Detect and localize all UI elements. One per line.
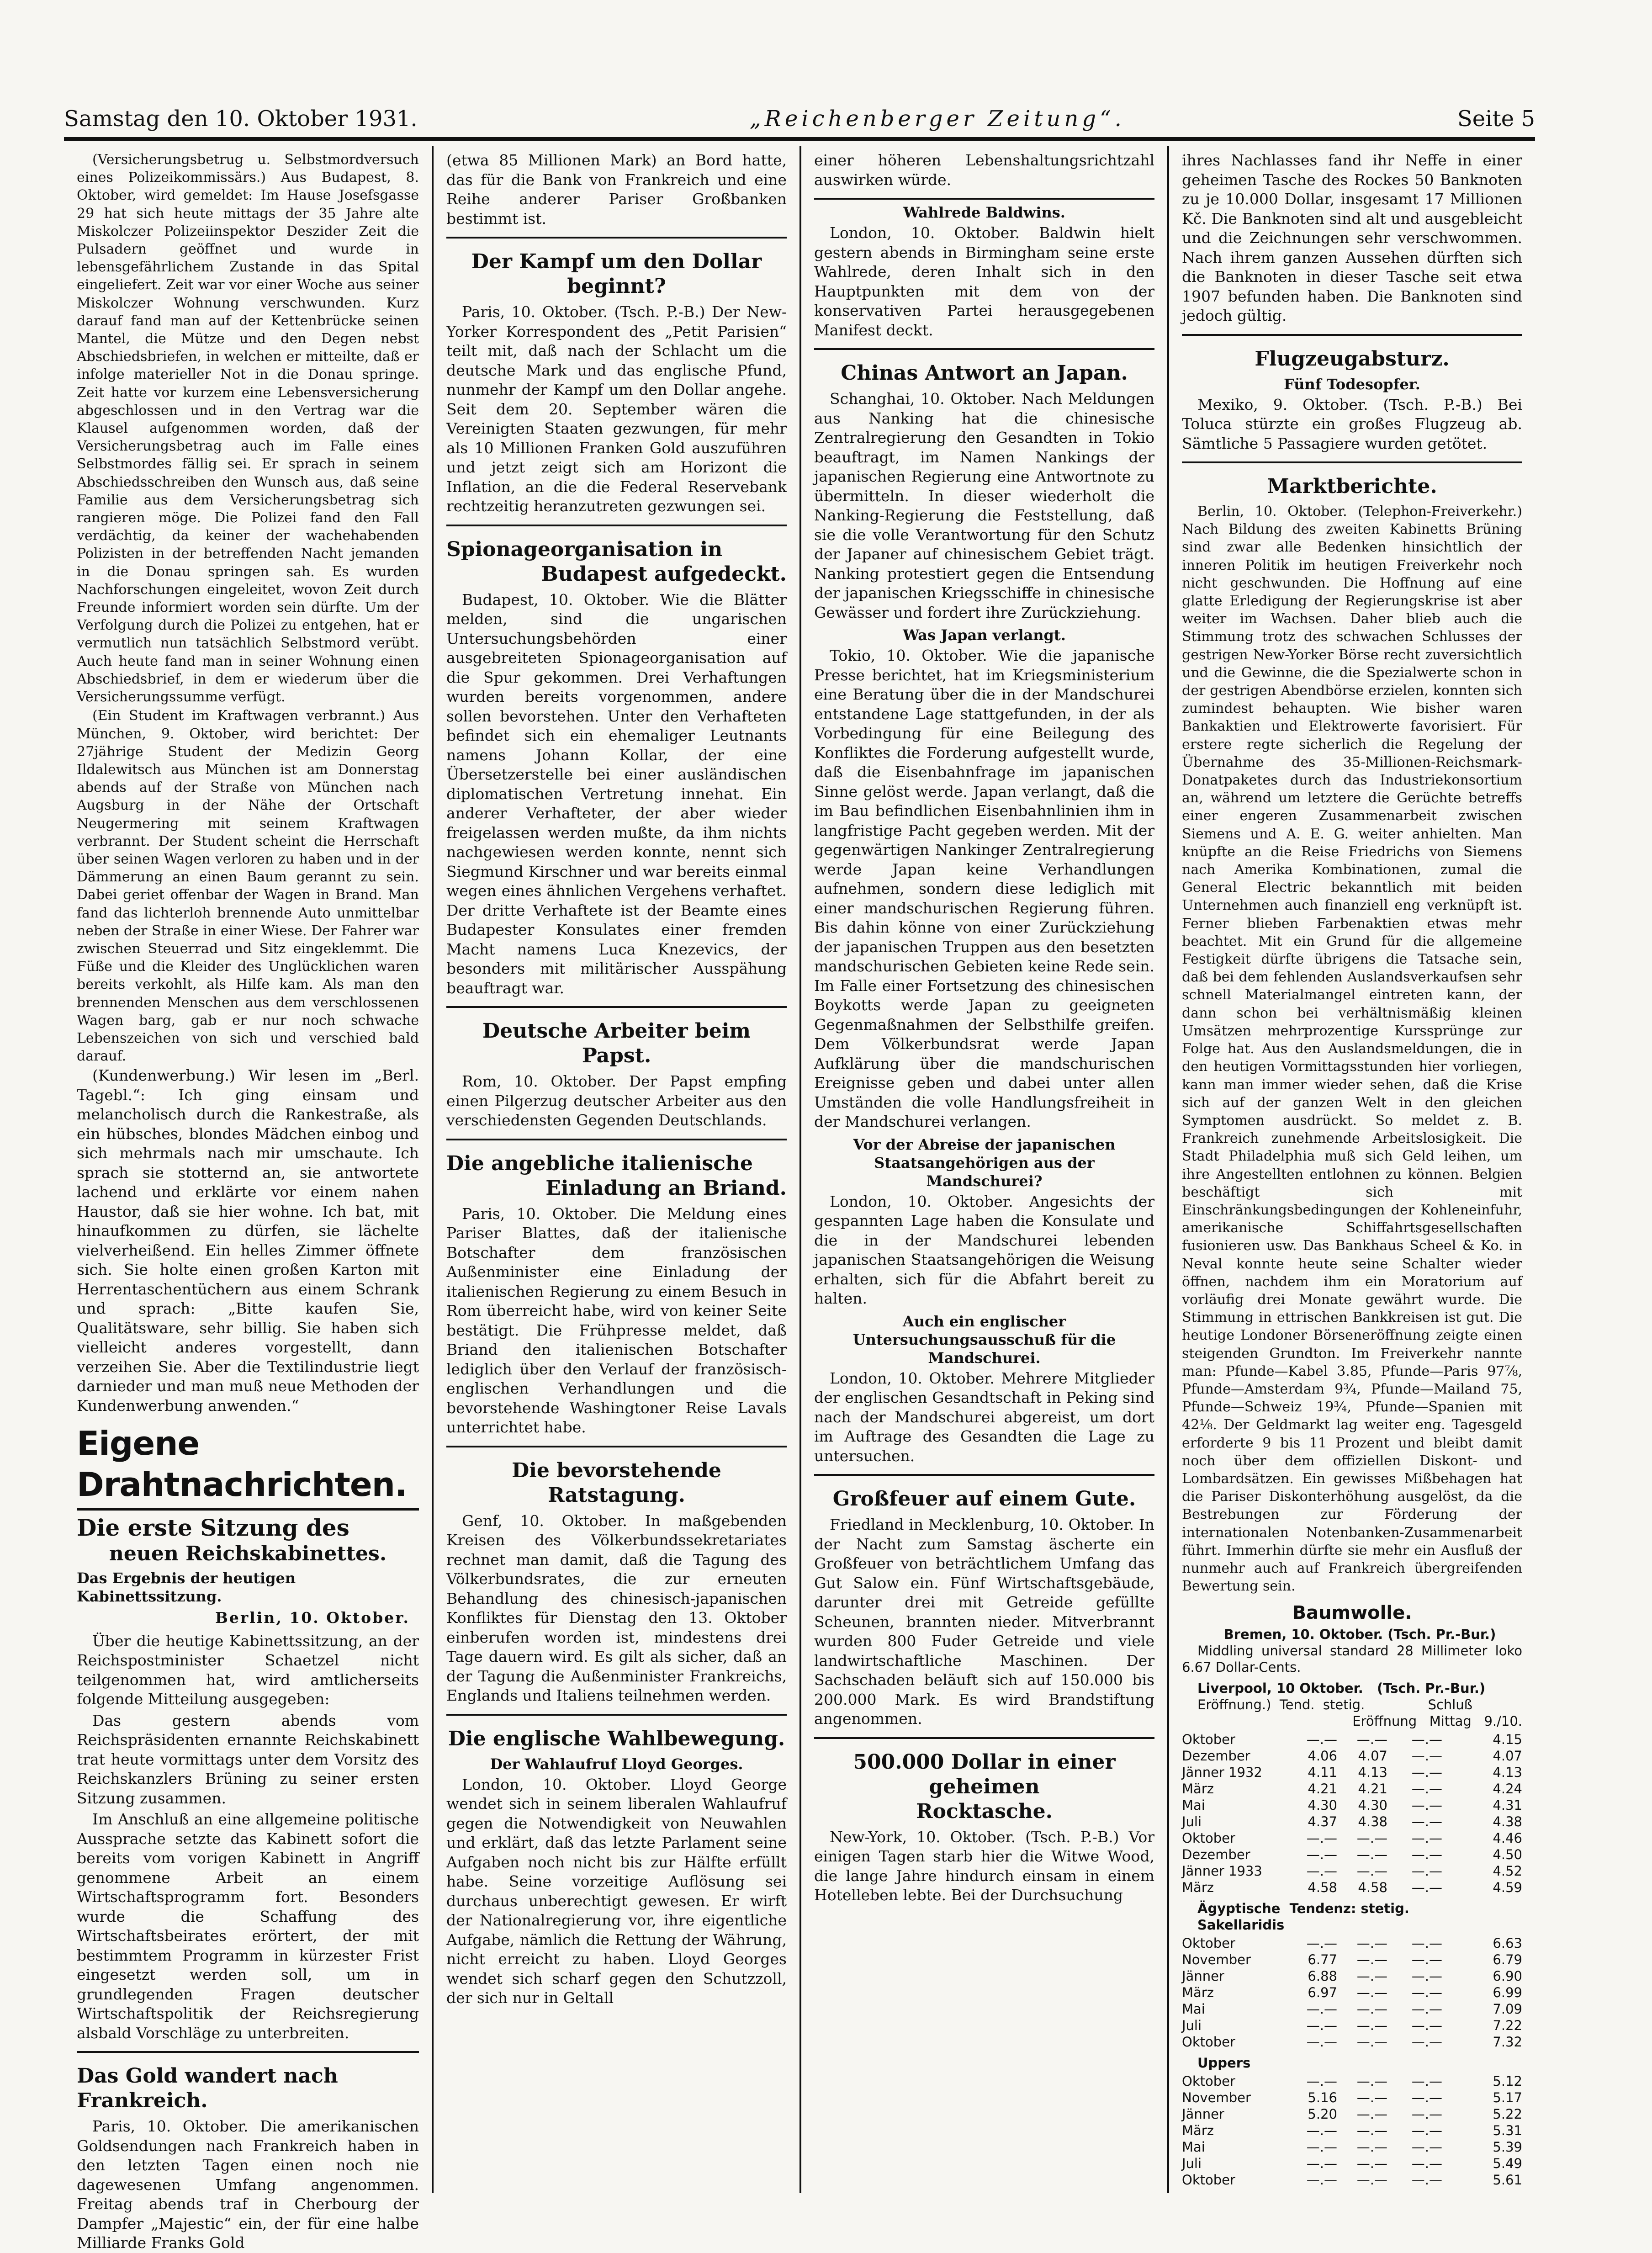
price-cell: —.— xyxy=(1411,2001,1442,2017)
headline-abreise: Vor der Abreise der japanischen Staatsangehörigen aus der Mandschurei? xyxy=(853,1135,1116,1190)
price-cell: 7.22 xyxy=(1493,2018,1522,2034)
headline-briand-1: Die angebliche italienische xyxy=(446,1151,753,1175)
price-cell: —.— xyxy=(1356,2106,1387,2122)
price-cell: —.— xyxy=(1356,1935,1387,1951)
month-cell: Mai xyxy=(1182,2001,1205,2017)
liverpool-row xyxy=(1182,1797,1522,1813)
price-cell: 4.58 xyxy=(1308,1880,1337,1896)
price-cell: —.— xyxy=(1356,2001,1387,2017)
price-cell: 5.20 xyxy=(1308,2106,1337,2122)
price-cell: 5.17 xyxy=(1493,2090,1522,2106)
headline-japan: Was Japan verlangt. xyxy=(903,626,1066,644)
price-cell: —.— xyxy=(1356,2123,1387,2139)
headline-wahlbewegung: Die englische Wahlbewegung. xyxy=(448,1727,785,1750)
headline-papst: Deutsche Arbeiter beim Papst. xyxy=(482,1019,751,1067)
price-cell: 4.21 xyxy=(1308,1781,1337,1797)
issue-date: Samstag den 10. Oktober 1931. xyxy=(64,106,418,132)
price-cell: —.— xyxy=(1411,1732,1442,1748)
liverpool-row xyxy=(1182,1764,1522,1781)
price-cell: —.— xyxy=(1306,2001,1337,2017)
headline-rocktasche-1: 500.000 Dollar in einer geheimen xyxy=(853,1750,1116,1798)
article-japan: Tokio, 10. Oktober. Wie die japanische Presse berichtet, hat im Kriegsministerium eine Beratung über die in der Mandschurei entstandene Lage stattgefunden, in der als Vorbedingung für eine Beilegung des Konfliktes die Forderung aufgestellt wurde, daß die Eisenbahnfrage im japanischen Sinne gelöst werde. Japan verlangt, daß die im Bau befindlichen Eisenbahnlinien ihm in langfristige Pacht gegeben werden. Mit der gegenwärtigen Nankinger Zentralregierung werde Japan keine Verhandlungen aufnehmen, sondern diese lediglich mit einer mandschurischen Regierung führen. Bis dahin könne von einer Zurückziehung der japanischen Truppen aus den besetzten mandschurischen Gebieten keine Rede sein. Im Falle einer Fortsetzung des chinesischen Boykotts werde Japan zu geeigneten Gegenmaßnahmen der Selbsthilfe greifen. Dem Völkerbundsrat werde Japan Aufklärung über die mandschurischen Ereignisse geben und dabei unter allen Umständen die volle Handlungsfreiheit in der Mandschurei verlangen. xyxy=(814,647,1154,1130)
divider xyxy=(446,1714,787,1716)
price-cell: —.— xyxy=(1356,1847,1387,1863)
price-cell: —.— xyxy=(1306,2172,1337,2188)
article-rocktasche: New-York, 10. Oktober. (Tsch. P.-B.) Vor einigen Tagen starb hier die Witwe Wood, die lange Jahre hindurch einsam in einem Hotelleben lebte. Bei der Durchsuchung xyxy=(814,1828,1154,1904)
column-3 xyxy=(800,146,1167,2193)
price-cell: —.— xyxy=(1306,2034,1337,2050)
liverpool-row xyxy=(1182,1863,1522,1879)
egypt-table-header: Ägyptische Tendenz: stetig. Sakellaridis xyxy=(1197,1901,1409,1933)
column-2 xyxy=(432,146,800,2193)
price-cell: —.— xyxy=(1411,2139,1442,2155)
price-cell: —.— xyxy=(1356,1952,1387,1968)
month-cell: Oktober xyxy=(1182,2034,1235,2050)
price-cell: —.— xyxy=(1411,2034,1442,2050)
divider xyxy=(77,2051,419,2053)
local-news xyxy=(77,151,419,1065)
price-cell: 4.11 xyxy=(1308,1765,1337,1781)
page-header xyxy=(64,101,1535,141)
price-cell: 7.09 xyxy=(1493,2001,1522,2017)
price-cell: 4.15 xyxy=(1493,1732,1522,1748)
headline-ratstagung: Die bevorstehende Ratstagung. xyxy=(512,1458,721,1507)
divider xyxy=(1182,461,1522,463)
month-cell: November xyxy=(1182,1952,1251,1968)
article-versicherungsbetrug: (Versicherungsbetrug u. Selbstmordversuch eines Polizeikommissärs.) Aus Budapest, 8. Oktober, wird gemeldet: Im Hause Josefsgasse 29 hat sich heute mittags der 35 Jahre alte Miskolczer Polizeiinspektor Deszider Zeit die Pulsadern geöffnet und wurde in lebensgefährlichem Zustande in das Spital eingeliefert. Zeit war vor einer Woche aus seiner Miskolczer Wohnung verschwunden. Kurz darauf fand man auf der Kettenbrücke seinen Mantel, die Mütze und den Degen nebst Abschiedsbriefen, in welchen er mitteilte, daß er infolge materieller Not in die Donau springe. Zeit hatte vor kurzem eine Lebensversicherung abgeschlossen und in den Vertrag war die Klausel aufgenommen worden, daß der Versicherungsbetrag auch im Falle eines Selbstmordes fällig sei. Er sprach in seinem Abschiedsschreiben den Wunsch aus, daß seine Familie aus dem Versicherungsbetrag sich rangieren möge. Die Polizei fand den Fall verdächtig, da keiner der wachehabenden Polizisten in der betreffenden Nacht jemanden in die Donau springen sah. Es wurden Nachforschungen eingeleitet, wovon Zeit durch Freunde informiert worden sein dürfte. Um der Verfolgung durch die Polizei zu entgehen, hat er vermutlich nun tatsächlich Selbstmord verübt. Auch heute fand man in seiner Wohnung einen Abschiedsbrief, in dem er wiederum über die Versicherungssumme verfügt. xyxy=(77,152,419,705)
price-cell: —.— xyxy=(1356,2090,1387,2106)
price-cell: 6.77 xyxy=(1308,1952,1337,1968)
liverpool-row xyxy=(1182,1879,1522,1896)
liverpool-row xyxy=(1182,1731,1522,1748)
month-cell: Dezember xyxy=(1182,1748,1250,1764)
liverpool-row xyxy=(1182,1748,1522,1764)
article-baldwin: London, 10. Oktober. Baldwin hielt gestern abends in Birmingham seine erste Wahlrede, deren Inhalt sich in den Hauptpunkten mit dem von der konservativen Partei herausgegebenen Manifest deckt. xyxy=(814,224,1154,339)
month-cell: Juli xyxy=(1182,2018,1202,2034)
month-cell: Jänner xyxy=(1182,2106,1224,2122)
page-number: Seite 5 xyxy=(1457,106,1535,132)
month-cell: Oktober xyxy=(1182,1732,1235,1748)
price-cell: —.— xyxy=(1356,2018,1387,2034)
price-cell: 4.58 xyxy=(1358,1880,1387,1896)
egypt-row xyxy=(1182,1935,1522,1951)
divider xyxy=(446,1446,787,1447)
divider xyxy=(446,237,787,239)
price-cell: —.— xyxy=(1411,2106,1442,2122)
headline-sitzung-2: neuen Reichskabinettes. xyxy=(109,1542,387,1566)
section-title-drahtnachrichten: Eigene Drahtnachrichten. xyxy=(77,1423,419,1511)
month-cell: Jänner 1932 xyxy=(1182,1765,1262,1781)
article-briand: Paris, 10. Oktober. Die Meldung eines Pariser Blattes, daß der italienische Botschafter dem französischen Außenminister eine Einladung der italienischen Regierung zu einem Besuch in Rom überreicht habe, wird von keiner Seite bestätigt. Die Frühpresse meldet, daß Briand den italienischen Botschafter lediglich über den Verlauf der französisch-englischen Verhandlungen und die bevorstehende Washingtoner Reise Lavals unterrichtet habe. xyxy=(446,1204,787,1436)
price-cell: 4.06 xyxy=(1308,1748,1337,1764)
price-cell: 4.59 xyxy=(1493,1880,1522,1896)
egypt-row xyxy=(1182,2001,1522,2017)
month-cell: Oktober xyxy=(1182,1935,1235,1951)
price-cell: —.— xyxy=(1356,1968,1387,1984)
article-gold-cont: (etwa 85 Millionen Mark) an Bord hatte, das für die Bank von Frankreich und eine Reihe anderer Pariser Großbanken bestimmt ist. xyxy=(446,151,787,228)
market-report xyxy=(1182,503,1522,1595)
price-cell: —.— xyxy=(1411,1797,1442,1813)
divider xyxy=(814,348,1154,350)
month-cell: Mai xyxy=(1182,1797,1205,1813)
price-cell: —.— xyxy=(1411,2073,1442,2089)
liverpool-table-header: Liverpool, 10 Oktober. (Tsch. Pr.-Bur.) Eröffnung.) Tend. stetig. Schluß Eröffnung Mittag 9./10. xyxy=(1197,1680,1522,1729)
article-sitzung-p1: Über die heutige Kabinettssitzung, an der Reichspostminister Schaetzel nicht teilgenommen hat, wird amtlicherseits folgende Mitteilung ausgegeben: xyxy=(77,1632,419,1708)
upper-row xyxy=(1182,2172,1522,2188)
price-cell: —.— xyxy=(1356,2073,1387,2089)
month-cell: Oktober xyxy=(1182,2172,1235,2188)
article-marktbericht: Berlin, 10. Oktober. (Telephon-Freiverkehr.) Nach Bildung des zweiten Kabinetts Brüning sind zwar alle Bedenken hinsichtlich der inneren Politik im heutigen Freiverkehr noch nicht geschwunden. Die Hoffnung auf eine glatte Erledigung der Regierungskrise ist aber weiter im Wachsen. Daher blieb auch die Stimmung trotz des schwachen Schlusses der gestrigen New-Yorker Börse recht zuversichtlich und die Gewinne, die die Spezialwerte schon in der gestrigen Abendbörse erzielen, konnten sich zumindest behaupten. Wie bisher waren Bankaktien und Elektrowerte favorisiert. Für erstere regte sicherlich die Regelung der Übernahme des 35-Millionen-Reichsmark-Donatpaketes durch das Industriekonsortium an, während um letztere die Gerüchte betreffs einer engeren Zusammenarbeit zwischen Siemens und A. E. G. weiter anhielten. Man knüpfte an die Reise Friedrichs von Siemens nach Amerika Kombinationen, zumal die General Electric bekanntlich mit beiden Unternehmen auch finanziell eng verknüpft ist. Ferner blieben Farbenaktien etwas mehr beachtet. Mit ein Grund für die allgemeine Festigkeit dürfte übrigens die Tatsache sein, daß bei dem fehlenden Auslandsverkaufsen sehr schnell Materialmangel eintreten kann, der dann schon bei verhältnismäßig kleinen Umsätzen mehrprozentige Kurssprünge zur Folge hat. Aus den Auslandsmeldungen, die in den heutigen Vormittagsstunden hier vorliegen, kann man immer wieder sehen, daß die Krise sich auf der ganzen Welt in den gleichen Symptomen ausdrückt. So meldet z. B. Frankreich zunehmende Arbeitslosigkeit. Die Stadt Philadelphia muß sich Geld leihen, um ihre Angestellten entlohnen zu können. Belgien beschäftigt sich mit Einschränkungsbedingungen der Kohleneinfuhr, amerikanische Schiffahrtsgesellschaften fusionieren usw. Das Bankhaus Scheel & Ko. in Neval konnte heute seine Schalter wieder öffnen, nachdem ihm ein Moratorium auf vorläufig drei Monate gewährt wurde. Die Stimmung in ettrischen Bankkreisen ist gut. Die heutige Londoner Börseneröffnung zeigte einen steigenden Grundton. Im Freiverkehr nannte man: Pfunde—Kabel 3.85, Pfunde—Paris 97⅞, Pfunde—Amsterdam 9¾, Pfunde—Mailand 75, Pfunde—Schweiz 19¾, Pfunde—Spanien mit 42⅛. Der Geldmarkt lag weiter eng. Tagesgeld erforderte 9 bis 11 Prozent und bleibt damit noch über dem offiziellen Diskont- und Lombardsätzen. Ein gewisses Mißbehagen hat die Pariser Diskonterhöhung ausgelöst, da die Bestrebungen zur Förderung der internationalen Notenbanken-Zusammenarbeit führt. Immerhin dürfte sie mehr ein Ausfluß der nunmehr auch auf Frankreich übergreifenden Bewertung sein. xyxy=(1182,504,1522,1595)
price-cell: —.— xyxy=(1306,2123,1337,2139)
price-cell: —.— xyxy=(1306,2156,1337,2172)
month-cell: Oktober xyxy=(1182,2073,1235,2089)
price-cell: —.— xyxy=(1306,2018,1337,2034)
price-cell: 5.31 xyxy=(1493,2123,1522,2139)
liverpool-table xyxy=(1182,1731,1522,1896)
price-cell: —.— xyxy=(1306,1935,1337,1951)
column-4 xyxy=(1167,146,1535,2193)
headline-marktberichte: Marktberichte. xyxy=(1267,475,1437,498)
article-untersuchung: London, 10. Oktober. Mehrere Mitglieder der englischen Gesandtschaft in Peking sind nach der Mandschurei abgereist, um dort im Auftrage des Gesandten die Lage zu untersuchen. xyxy=(814,1369,1154,1465)
article-kundenwerbung: (Kundenwerbung.) Wir lesen im „Berl. Tagebl.“: Ich ging einsam und melancholisch durch die Rankestraße, als ein hübsches, blondes Mädchen einbog und sich mehrmals nach mir umschaute. Ich sprach sie stotternd an, sie antwortete lachend und erklärte vor einem nahen Haustor, daß sie hier wohne. Ich bat, mit hinaufkommen zu dürfen, sie lächelte vielverheißend. Ein helles Zimmer öffnete sich. Sie holte einen großen Karton mit Herrentaschentüchern aus einem Schrank und sprach: „Bitte kaufen Sie, Qualitätsware, sehr billig. Sie haben sich vielleicht anderes vorgestellt, dann verzeihen Sie. Aber die Textilindustrie liegt darnieder und man muß neue Methoden der Kundenwerbung anwenden.“ xyxy=(77,1066,419,1415)
price-cell: —.— xyxy=(1356,2156,1387,2172)
price-cell: —.— xyxy=(1411,1781,1442,1797)
egypt-row xyxy=(1182,1984,1522,2001)
price-cell: 6.90 xyxy=(1493,1968,1522,1984)
price-cell: 4.13 xyxy=(1358,1765,1387,1781)
price-cell: —.— xyxy=(1411,1935,1442,1951)
upper-row xyxy=(1182,2089,1522,2106)
headline-grossfeuer: Großfeuer auf einem Gute. xyxy=(832,1487,1136,1511)
price-cell: —.— xyxy=(1306,1830,1337,1846)
month-cell: März xyxy=(1182,2123,1214,2139)
month-cell: März xyxy=(1182,1781,1214,1797)
article-abreise: London, 10. Oktober. Angesichts der gespannten Lage haben die Konsulate und die in der Mandschurei lebenden japanischen Staatsangehörigen die Weisung erhalten, sich für die Abfahrt bereit zu halten. xyxy=(814,1192,1154,1307)
price-cell: 4.38 xyxy=(1493,1814,1522,1830)
price-cell: —.— xyxy=(1411,2018,1442,2034)
divider xyxy=(814,1737,1154,1739)
price-cell: —.— xyxy=(1411,1748,1442,1764)
month-cell: Mai xyxy=(1182,2139,1205,2155)
price-cell: 7.32 xyxy=(1493,2034,1522,2050)
price-cell: 6.99 xyxy=(1493,1985,1522,2001)
dateline-berlin: Berlin, 10. Oktober. xyxy=(215,1609,410,1627)
price-cell: 6.63 xyxy=(1493,1935,1522,1951)
price-cell: —.— xyxy=(1306,2073,1337,2089)
headline-rocktasche-2: Rocktasche. xyxy=(916,1799,1053,1823)
bremen-middling: Middling universal standard 28 Millimeter loko 6.67 Dollar-Cents. xyxy=(1182,1643,1522,1675)
article-sitzung-p3: Im Anschluß an eine allgemeine politische Aussprache setzte das Kabinett sofort die bereits vom vorigen Kabinett in Angriff genommene Arbeit an einem Wirtschaftsprogramm fort. Besonders wurde die Schaffung des Wirtschaftsbeirates erörtert, der mit bestimmtem Programm in kürzester Frist eingesetzt werden soll, um in grundlegenden Fragen deutscher Wirtschaftspolitik der Reichsregierung alsbald Vorschläge zu unterbreiten. xyxy=(77,1810,419,2042)
headline-untersuchung: Auch ein englischer Untersuchungsausschuß für die Mandschurei. xyxy=(852,1312,1116,1367)
month-cell: März xyxy=(1182,1985,1214,2001)
upper-table xyxy=(1182,2073,1522,2188)
price-cell: —.— xyxy=(1411,1863,1442,1879)
price-cell: 5.39 xyxy=(1493,2139,1522,2155)
egypt-row xyxy=(1182,1951,1522,1968)
cotton-report xyxy=(1182,1601,1522,2188)
subheadline-wahlaufruf: Der Wahlaufruf Lloyd Georges. xyxy=(490,1755,743,1773)
price-cell: —.— xyxy=(1356,2172,1387,2188)
price-cell: —.— xyxy=(1356,1985,1387,2001)
egypt-table xyxy=(1182,1935,1522,2050)
price-cell: —.— xyxy=(1356,2034,1387,2050)
upper-row xyxy=(1182,2139,1522,2155)
price-cell: —.— xyxy=(1306,2139,1337,2155)
article-grossfeuer: Friedland in Mecklenburg, 10. Oktober. In der Nacht zum Samstag äscherte ein Großfeuer von beträchtlichem Umfang das Gut Salow ein. Fünf Wirtschaftsgebäude, darunter drei mit Getreide gefüllte Scheunen, brannten nieder. Mitverbrannt wurden 800 Fuder Getreide und viele landwirtschaftliche Maschinen. Der Sachschaden beläuft sich auf 150.000 bis 200.000 Mark. Es wird Brandstiftung angenommen. xyxy=(814,1516,1154,1728)
headline-sitzung-1: Die erste Sitzung des xyxy=(77,1514,349,1542)
price-cell: 4.24 xyxy=(1493,1781,1522,1797)
egypt-row xyxy=(1182,2034,1522,2050)
liverpool-row xyxy=(1182,1830,1522,1846)
article-student-verbrannt: (Ein Student im Kraftwagen verbrannt.) Aus München, 9. Oktober, wird berichtet: Der 27jährige Student der Medizin Georg Ildalewitsch aus München ist am Donnerstag abends auf der Straße von München nach Augsburg in der Nähe der Ortschaft Neugermering mit seinem Kraftwagen verbrannt. Der Student scheint die Herrschaft über seinen Wagen verloren zu haben und in der Dämmerung an einen Baum gerannt zu sein. Dabei geriet offenbar der Wagen in Brand. Man fand das lichterloh brennende Auto unmittelbar neben der Straße in einer Wiese. Der Fahrer war zwischen Steuerrad und Sitz eingeklemmt. Die Füße und die Kleider des Unglücklichen waren bereits verkohlt, als Hilfe kam. Als man den brennenden Menschen aus dem verschlossenen Wagen barg, gab er nur noch schwache Lebenszeichen von sich und verschied bald darauf. xyxy=(77,708,419,1065)
article-wahlaufruf-cont: einer höheren Lebenshaltungsrichtzahl auswirken würde. xyxy=(814,151,1154,189)
divider xyxy=(446,1139,787,1140)
price-cell: 4.50 xyxy=(1493,1847,1522,1863)
article-china: Schanghai, 10. Oktober. Nach Meldungen aus Nanking hat die chinesische Zentralregierung den Gesandten in Tokio beauftragt, im Namen Nankings der japanischen Regierung eine Antwortnote zu übermitteln. In dieser wiederholt die Nanking-Regierung die Feststellung, daß sie die volle Verantwortung für den Schutz der Japaner auf chinesischem Gebiet trägt. Nanking protestiert gegen die Entsendung der japanischen Kriegsschiffe in chinesische Gewässer und fordert ihre Zurückziehung. xyxy=(814,390,1154,621)
price-cell: 4.31 xyxy=(1493,1797,1522,1813)
article-spionage: Budapest, 10. Oktober. Wie die Blätter melden, sind die ungarischen Untersuchungsbehörden einer ausgebreiteten Spionageorganisation auf die Spur gekommen. Drei Verhaftungen wurden bereits vorgenommen, andere sollen bevorstehen. Unter den Verhafteten befindet sich ein ehemaliger Leutnants namens Johann Kollar, der eine Übersetzerstelle bei einer ausländischen diplomatischen Vertretung innehat. Ein anderer Verhafteter, der aber wieder freigelassen werden mußte, da ihm nichts nachgewiesen werden konnte, nennt sich Siegmund Kirschner und war bereits einmal wegen eines ähnlichen Vergehens verhaftet. Der dritte Verhaftete ist der Beamte eines Budapester Konsulates einer fremden Macht namens Luca Knezevics, der besonders mit militärischer Ausspähung beauftragt war. xyxy=(446,590,787,997)
headline-dollar-kampf: Der Kampf um den Dollar beginnt? xyxy=(471,250,762,298)
article-wahlaufruf: London, 10. Oktober. Lloyd George wendet sich in seinem liberalen Wahlaufruf gegen die Notwendigkeit von Neuwahlen und erklärt, daß das letzte Parlament seine Aufgaben noch nicht bis zur Hälfte erfüllt habe. Seine vorzeitige Auflösung sei durchaus unberechtigt gewesen. Er wirft der Nationalregierung vor, ihre eigentliche Aufgabe, nämlich die Rettung der Währung, nicht erreicht zu haben. Lloyd Georges wendet sich scharf gegen den Schutzzoll, der sich nur in Geltall xyxy=(446,1775,787,2007)
price-cell: —.— xyxy=(1411,1830,1442,1846)
headline-flugzeugabsturz: Flugzeugabsturz. xyxy=(1255,347,1450,371)
price-cell: 4.46 xyxy=(1493,1830,1522,1846)
price-cell: —.— xyxy=(1411,1880,1442,1896)
divider xyxy=(446,1006,787,1008)
price-cell: 4.38 xyxy=(1358,1814,1387,1830)
upper-table-header: Uppers xyxy=(1197,2055,1251,2071)
upper-row xyxy=(1182,2106,1522,2122)
month-cell: November xyxy=(1182,2090,1251,2106)
price-cell: 6.88 xyxy=(1308,1968,1337,1984)
egypt-row xyxy=(1182,2017,1522,2034)
article-papst: Rom, 10. Oktober. Der Papst empfing einen Pilgerzug deutscher Arbeiter aus den verschiedensten Gegenden Deutschlands. xyxy=(446,1072,787,1129)
price-cell: —.— xyxy=(1411,2172,1442,2188)
price-cell: 4.13 xyxy=(1493,1765,1522,1781)
price-cell: —.— xyxy=(1306,1847,1337,1863)
egypt-row xyxy=(1182,1968,1522,1984)
month-cell: Oktober xyxy=(1182,1830,1235,1846)
upper-row xyxy=(1182,2155,1522,2172)
headline-gold: Das Gold wandert nach Frankreich. xyxy=(77,2064,338,2113)
article-dollar-kampf: Paris, 10. Oktober. (Tsch. P.-B.) Der New-Yorker Korrespondent des „Petit Parisien“ teilt mit, daß nach der Schlacht um die deutsche Mark und das englische Pfund, nunmehr der Kampf um den Dollar angehe. Seit dem 20. September wären die Vereinigten Staaten gezwungen, für mehr als 10 Millionen Franken Gold auszuführen und jetzt zeigt sich am Horizont die Inflation, an die die Federal Reservebank rechtzeitig heranzutreten gezwungen sei. xyxy=(446,303,787,515)
column-1 xyxy=(64,146,432,2252)
upper-row xyxy=(1182,2073,1522,2089)
month-cell: Juli xyxy=(1182,2156,1202,2172)
price-cell: —.— xyxy=(1411,1765,1442,1781)
price-cell: 5.22 xyxy=(1493,2106,1522,2122)
columns xyxy=(64,146,1535,2252)
price-cell: —.— xyxy=(1411,1952,1442,1968)
subheadline-sitzung: Das Ergebnis der heutigen Kabinettssitzung. xyxy=(77,1569,296,1606)
liverpool-row xyxy=(1182,1846,1522,1863)
divider xyxy=(446,525,787,526)
price-cell: 4.52 xyxy=(1493,1863,1522,1879)
headline-spionage-1: Spionageorganisation in xyxy=(446,537,723,561)
price-cell: 5.12 xyxy=(1493,2073,1522,2089)
upper-row xyxy=(1182,2122,1522,2139)
month-cell: Jänner xyxy=(1182,1968,1224,1984)
price-cell: —.— xyxy=(1356,1830,1387,1846)
price-cell: 6.79 xyxy=(1493,1952,1522,1968)
headline-baumwolle: Baumwolle. xyxy=(1292,1602,1412,1624)
price-cell: —.— xyxy=(1411,2123,1442,2139)
price-cell: 4.07 xyxy=(1358,1748,1387,1764)
headline-baldwin: Wahlrede Baldwins. xyxy=(903,204,1065,221)
price-cell: 5.49 xyxy=(1493,2156,1522,2172)
bremen-dateline: Bremen, 10. Oktober. (Tsch. Pr.-Bur.) xyxy=(1223,1627,1496,1643)
price-cell: —.— xyxy=(1411,1968,1442,1984)
price-cell: 4.30 xyxy=(1308,1797,1337,1813)
price-cell: 4.30 xyxy=(1358,1797,1387,1813)
price-cell: —.— xyxy=(1411,2090,1442,2106)
headline-briand-2: Einladung an Briand. xyxy=(545,1176,787,1200)
price-cell: 4.07 xyxy=(1493,1748,1522,1764)
price-cell: —.— xyxy=(1356,1863,1387,1879)
article-flugzeugabsturz: Mexiko, 9. Oktober. (Tsch. P.-B.) Bei Toluca stürzte ein großes Flugzeug ab. Sämtliche 5 Passagiere wurden getötet. xyxy=(1182,395,1522,452)
price-cell: —.— xyxy=(1411,2156,1442,2172)
price-cell: —.— xyxy=(1306,1863,1337,1879)
liverpool-row xyxy=(1182,1813,1522,1830)
price-cell: —.— xyxy=(1411,1847,1442,1863)
divider xyxy=(1182,334,1522,336)
month-cell: Juli xyxy=(1182,1814,1202,1830)
article-rocktasche-cont: ihres Nachlasses fand ihr Neffe in einer geheimen Tasche des Rockes 50 Banknoten zu je 10.000 Dollar, insgesamt 17 Millionen Kč. Die Banknoten sind alt und ausgebleicht und die Zeichnungen sehr verschwommen. Nach ihrem ganzen Aussehen dürften sich die Banknoten in dieser Tasche seit etwa 1907 befunden haben. Die Banknoten sind jedoch gültig. xyxy=(1182,151,1522,324)
subheadline-todesopfer: Fünf Todesopfer. xyxy=(1284,375,1420,393)
month-cell: Jänner 1933 xyxy=(1182,1863,1262,1879)
price-cell: 5.61 xyxy=(1493,2172,1522,2188)
headline-china: Chinas Antwort an Japan. xyxy=(841,361,1128,385)
price-cell: —.— xyxy=(1356,1732,1387,1748)
article-ratstagung: Genf, 10. Oktober. In maßgebenden Kreisen des Völkerbundssekretariates rechnet man damit, daß die Tagung des Völkerbundsrates, die zur erneuten Behandlung des chinesisch-japanischen Konfliktes für Dienstag den 13. Oktober einberufen worden ist, mindestens drei Tage dauern wird. Es gilt als sicher, daß an der Tagung die Außenminister Frankreichs, Englands und Italiens teilnehmen werden. xyxy=(446,1511,787,1704)
liverpool-row xyxy=(1182,1781,1522,1797)
month-cell: März xyxy=(1182,1880,1214,1896)
article-sitzung-p2: Das gestern abends vom Reichspräsidenten ernannte Reichskabinett trat heute vormittags unter dem Vorsitz des Reichskanzlers Brüning zu seiner ersten Sitzung zusammen. xyxy=(77,1711,419,1807)
price-cell: —.— xyxy=(1411,1985,1442,2001)
price-cell: 6.97 xyxy=(1308,1985,1337,2001)
price-cell: 5.16 xyxy=(1308,2090,1337,2106)
headline-spionage-2: Budapest aufgedeckt. xyxy=(541,562,787,586)
newspaper-title: „Reichenberger Zeitung“. xyxy=(749,106,1125,132)
month-cell: Dezember xyxy=(1182,1847,1250,1863)
price-cell: 4.21 xyxy=(1358,1781,1387,1797)
article-gold: Paris, 10. Oktober. Die amerikanischen Goldsendungen nach Frankreich haben in den letzten Tagen einen noch nie dagewesenen Umfang angenommen. Freitag abends traf in Cherbourg der Dampfer „Majestic“ ein, der für eine halbe Milliarde Franks Gold xyxy=(77,2117,419,2252)
price-cell: —.— xyxy=(1306,1732,1337,1748)
price-cell: —.— xyxy=(1411,1814,1442,1830)
price-cell: 4.37 xyxy=(1308,1814,1337,1830)
divider xyxy=(814,1474,1154,1476)
divider xyxy=(814,198,1154,200)
price-cell: —.— xyxy=(1356,2139,1387,2155)
